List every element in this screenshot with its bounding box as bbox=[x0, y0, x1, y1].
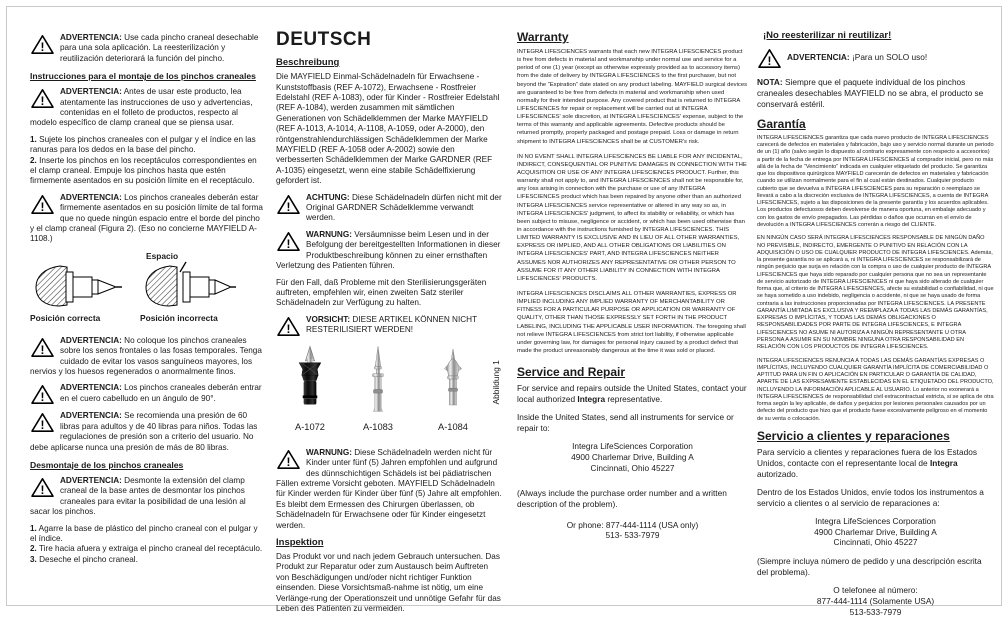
step-item bbox=[30, 156, 263, 187]
step-item bbox=[30, 544, 263, 554]
step-text: Deseche el pincho craneal. bbox=[39, 554, 138, 564]
step-number: 1. bbox=[30, 523, 37, 533]
section-heading-montaje: Instrucciones para el montaje de los pinchos craneales bbox=[30, 71, 256, 82]
step-item bbox=[30, 524, 263, 545]
svg-text:!: ! bbox=[40, 199, 45, 214]
warning-triangle-icon bbox=[276, 194, 301, 215]
warning-triangle-icon bbox=[757, 48, 782, 69]
mounting-steps bbox=[30, 135, 263, 187]
column-en-warranty bbox=[517, 30, 748, 548]
warning-label: ADVERTENCIA: bbox=[60, 33, 122, 42]
warning-text: Versäumnisse beim Lesen und in der Befolgung der bereitgestellten Informationen in dieser Produktbeschreibung können zu einer ernsthaften Verletzung des Patienten führen. bbox=[276, 229, 501, 271]
warning-text: Antes de usar este producto, lea atentamente las instrucciones de uso y advertencias, contenidas en el folleto de productos, respecto al modelo específico de clamp craneal que se piensa usar. bbox=[30, 87, 253, 128]
step-number: 2. bbox=[30, 544, 37, 554]
phone-intro: O telefonee al número: bbox=[833, 585, 918, 596]
section-heading-service-repair: Service and Repair bbox=[517, 365, 626, 380]
pin-image-a1083 bbox=[358, 343, 398, 417]
nota-text: Siempre que el paquete individual de los pinchos craneales desechables MAYFIELD no se abra, el producto se conservará estéril. bbox=[757, 77, 984, 109]
pin-item-a1072 bbox=[278, 343, 342, 434]
garantia-paragraph-3: INTEGRA LIFESCIENCES RENUNCIA A TODAS LAS DEMÁS GARANTÍAS EXPRESAS O IMPLÍCITAS, INCLUYENDO CUALQUIER GARANTÍA IMPLÍCITA DE COMERCIABILIDAD O APTITUD PARA UN FIN O APLICACIÓN EN PARTICULAR O GARANTÍA DE CALIDAD, APARTE DE LAS EXPRESAMENTE ESTABLECIDAS EN EL ETIQUETADO DEL PRODUCTO, INCLUYENDO LA INFORMACIÓN APLICABLE AL USUARIO. Lo anterior no exonerará a INTEGRA LIFESCIENCES de responsabilidad civil extracontractual estricta, si se aplica de otra forma según la ley aplicable, de daños y perjuicios por lesiones personales causados por un defecto del producto que hizo que el producto fuese excesivamente peligroso en el momento de su venta o colocación. bbox=[757, 357, 994, 422]
warning-block bbox=[30, 33, 263, 64]
service-phone bbox=[517, 520, 748, 542]
pin-image-a1084 bbox=[433, 343, 473, 417]
service-text: For service and repairs outside the United States, contact your local authorized bbox=[517, 383, 747, 404]
removal-steps bbox=[30, 524, 263, 566]
figure-abbildung-1 bbox=[276, 343, 502, 443]
warranty-paragraph-2: IN NO EVENT SHALL INTEGRA LIFESCIENCES BE LIABLE FOR ANY INCIDENTAL, INDIRECT, CONSEQUENTIAL OR PUNITIVE DAMAGES IN CONNECTION WITH THE ACQUISITION OR USE OF ANY INTEGRA LIFESCIENCES PRODUCT. Further, this warranty shall not apply to, and INTEGRA LIFESCIENCES shall not be responsible for, any loss arising in connection with the purchase or use of any INTEGRA LIFESCIENCES product which has been repaired by anyone other than an authorized INTEGRA LIFESCIENCES service representative or altered in any way so as, in INTEGRA LIFESCIENCES' judgment, to affect its stability or reliability, or which has been subject to misuse, negligence or accident, or which has been used otherwise than in accordance with the instructions furnished by INTEGRA LIFESCIENCES. THIS LIMITED WARRANTY IS EXCLUSIVE AND IN LIEU OF ALL OTHER WARRANTIES, EXPRESS OR IMPLIED, AND ALL OTHER OBLIGATIONS OR LIABILITIES ON INTEGRA LIFESCIENCES' PART, AND INTEGRA LIFESCIENCES NEITHER ASSUMES NOR AUTHORIZES ANY REPRESENTATIVE OR OTHER PERSON TO ASSUME FOR IT ANY OTHER LIABILITY IN CONNECTION WITH INTEGRA LIFESCIENCES' PRODUCTS. bbox=[517, 153, 747, 282]
servicio-text: autorizado. bbox=[757, 468, 799, 479]
servicio-text: Para servicio a clientes y reparaciones fuera de los Estados Unidos, contacte con el representante local de bbox=[757, 446, 977, 468]
servicio-phone bbox=[757, 585, 994, 618]
section-heading-servicio: Servicio a clientes y reparaciones bbox=[757, 428, 950, 443]
step-number: 2. bbox=[30, 155, 37, 165]
address-line: 4900 Charlemar Drive, Building A bbox=[814, 526, 937, 537]
pin-label: A-1084 bbox=[438, 422, 468, 433]
servicio-note: (Siempre incluya número de pedido y una descripción escrita del problema). bbox=[757, 556, 982, 578]
step-text: Inserte los pinchos en los receptáculos correspondientes en el clamp craneal. Empuje los pinchos hasta que estén firmemente asentados en su posición límite en el receptáculo. bbox=[30, 155, 257, 186]
warning-block bbox=[30, 383, 263, 405]
address-line: Cincinnati, Ohio 45227 bbox=[833, 537, 918, 548]
servicio-inside-us: Dentro de los Estados Unidos, envíe todos los instrumentos a servicio a clientes o al servicio de reparaciones a: bbox=[757, 486, 984, 508]
address-line: Cincinnati, Ohio 45227 bbox=[590, 462, 675, 473]
pin-item-a1083 bbox=[346, 343, 410, 434]
servicio-outside-us bbox=[757, 447, 994, 480]
section-heading-desmontaje: Desmontaje de los pinchos craneales bbox=[30, 460, 184, 471]
warning-triangle-icon bbox=[30, 34, 55, 55]
figure-label-abbildung: Abbildung 1 bbox=[490, 359, 501, 405]
brand-name: Integra bbox=[577, 394, 606, 404]
warning-triangle-icon bbox=[30, 384, 55, 405]
warning-block bbox=[757, 47, 994, 69]
sterilizer-paragraph: Für den Fall, daß Probleme mit den Sterilisierungsgeräten auftreten, empfehlen wir, einen zweiten Satz steriler Schädelnadeln zur Verfügung zu halten. bbox=[276, 277, 487, 308]
section-heading-beschreibung: Beschreibung bbox=[276, 57, 340, 69]
warning-triangle-icon bbox=[30, 337, 55, 358]
warning-triangle-icon bbox=[276, 231, 301, 252]
warning-label: ADVERTENCIA: bbox=[60, 192, 122, 202]
svg-text:!: ! bbox=[40, 418, 45, 433]
warning-text: Diese Schädelnadeln werden nicht für Kinder unter fünf (5) Jahren empfohlen und aufgrund des dünnschichtigen Schädels ist bei pädiatrischen Fällen extreme Vorsicht geboten. MAYFIELD Schädelnadeln für Kinder werden für Kinder über fünf (5) Jahre alt empfohlen. Es bleibt dem Ermessen des Chirurgen überlassen, ob Schädelnadeln für Erwachsene oder für Kinder eingesetzt werden. bbox=[276, 447, 502, 530]
service-outside-us bbox=[517, 383, 748, 405]
figure-caption-correct: Posición correcta bbox=[30, 312, 101, 323]
column-de bbox=[276, 28, 502, 620]
step-text: Agarre la base de plástico del pincho craneal con el pulgar y el índice. bbox=[30, 523, 258, 543]
warning-label: ADVERTENCIA: bbox=[787, 52, 850, 62]
warning-label: WARNUNG: bbox=[306, 229, 352, 239]
step-text: Tire hacia afuera y extraiga el pincho craneal del receptáculo. bbox=[38, 544, 263, 554]
warning-text: Use cada pincho craneal desechable para una sola aplicación. La reesterilización y reutilización deteriorará la función del pincho. bbox=[60, 33, 259, 63]
warning-text: ¡Para un SOLO uso! bbox=[852, 52, 928, 62]
step-number: 1. bbox=[30, 134, 37, 144]
svg-text:!: ! bbox=[286, 199, 291, 214]
warning-triangle-icon bbox=[30, 88, 55, 109]
phone-line: 513- 533-7979 bbox=[605, 530, 660, 541]
section-heading-inspektion: Inspektion bbox=[276, 536, 324, 548]
warning-text: Los pinchos craneales deberán entrar en el cuero cabelludo en un ángulo de 90°. bbox=[60, 383, 262, 403]
address-line: Integra LifeSciences Corporation bbox=[815, 515, 936, 526]
step-text: Sujete los pinchos craneales con el pulgar y el índice en las ranuras para los dedos en la base del pincho. bbox=[30, 134, 256, 155]
pin-label: A-1083 bbox=[363, 422, 393, 433]
warning-block bbox=[276, 230, 502, 272]
step-item bbox=[30, 555, 263, 565]
warranty-paragraph-3: INTEGRA LIFESCIENCES DISCLAIMS ALL OTHER WARRANTIES, EXPRESS OR IMPLIED INCLUDING ANY IMPLIED WARRANTY OF MERCHANTABILITY OR FITNESS FOR A PARTICULAR PURPOSE OR APPLICATION OR WARRANTY OF QUALITY, OTHER THAN THOSE EXPRESSLY SET FORTH IN THE PRODUCT LABELING, INCLUDING THE APPLICABLE USER INFORMATION. The foregoing shall not relieve INTEGRA LIFESCIENCES from strict tort liability, if otherwise applicable under governing law, for damages for personal injury caused by a product defect that made the product unreasonably dangerous at the time it was sold or placed. bbox=[517, 290, 746, 354]
warning-block bbox=[30, 476, 263, 518]
warning-block bbox=[276, 448, 502, 531]
warning-block bbox=[30, 193, 263, 245]
step-number: 3. bbox=[30, 554, 37, 564]
diagram-incorrect-position bbox=[142, 262, 238, 313]
warning-text: Desmonte la extensión del clamp craneal de la base antes de desmontar los pinchos craneales para evitar la posibilidad de una lesión al sacar los pinchos. bbox=[30, 475, 246, 517]
address-line: 4900 Charlemar Drive, Building A bbox=[571, 451, 694, 462]
warning-label: ADVERTENCIA: bbox=[60, 335, 122, 345]
section-heading-garantia: Garantía bbox=[757, 116, 806, 131]
section-heading-warranty: Warranty bbox=[517, 30, 569, 44]
phone-line: 513-533-7979 bbox=[849, 607, 902, 618]
no-resterilize-heading: ¡No reesterilizar ni reutilizar! bbox=[763, 30, 892, 41]
pin-label: A-1072 bbox=[295, 422, 325, 433]
warning-label: WARNUNG: bbox=[306, 447, 352, 457]
warning-block bbox=[30, 87, 263, 129]
warning-triangle-icon bbox=[30, 194, 55, 215]
svg-text:!: ! bbox=[286, 454, 291, 469]
warning-text: DIESE ARTIKEL KÖNNEN NICHT RESTERILISIERT WERDEN! bbox=[306, 314, 477, 335]
language-title: DEUTSCH bbox=[276, 29, 372, 50]
brand-name: Integra bbox=[929, 457, 958, 468]
warning-block bbox=[276, 315, 502, 337]
garantia-paragraph-2: EN NINGÚN CASO SERÁ INTEGRA LIFESCIENCES RESPONSABLE DE NINGÚN DAÑO NO PREVISIBLE, INDIRECTO, EMERGENTE O PUNITIVO EN RELACIÓN CON LA ADQUISICIÓN O USO DE CUALQUIER PRODUCTO DE INTEGRA LIFESCIENCES. Además, la presente garantía no se aplicará a, ni INTEGRA LIFESCIENCES se responsabilizará de ningún perjuicio que surja en relación con la compra o uso de cualquier producto de INTEGRA LIFESCIENCES que haya sido reparado por cualquier persona que no sea un representante de servicio autorizado de INTEGRA LIFESCIENCES ni que haya sido alterado de cualquier forma que, al criterio de INTEGRA LIFESCIENCES, afecte su estabilidad o confiabilidad, ni que se haya sometido a uso indebido, negligencia o accidente, ni que se haya usado de forma contraria a las instrucciones proporcionadas por INTEGRA LIFESCIENCES. LA PRESENTE GARANTÍA LIMITADA ES EXCLUSIVA Y REEMPLAZA A TODAS LAS DEMÁS GARANTÍAS, EXPRESAS O IMPLÍCITAS, Y TODAS LAS DEMÁS OBLIGACIONES O RESPONSABILIDADES POR PARTE DE INTEGRA LIFESCIENCES, E INTEGRA LIFESCIENCES NO ASUME NI AUTORIZA A NINGÚN REPRESENTANTE U OTRA PERSONA A ASUMIR EN SU NOMBRE NINGUNA OTRA RESPONSABILIDAD EN RELACIÓN CON LOS PRODUCTOS DE INTEGRA LIFESCIENCES. bbox=[757, 235, 994, 351]
servicio-address bbox=[757, 516, 994, 549]
service-note: (Always include the purchase order number and a written description of the problem). bbox=[517, 487, 727, 509]
espacio-label: Espacio bbox=[146, 250, 179, 261]
figure-caption-incorrect: Posición incorrecta bbox=[140, 312, 218, 323]
warning-label: ADVERTENCIA: bbox=[60, 383, 122, 393]
svg-text:!: ! bbox=[40, 482, 45, 497]
phone-line: 877-444-1114 (Solamente USA) bbox=[816, 596, 935, 607]
inspection-paragraph: Das Produkt vor und nach jedem Gebrauch untersuchen. Das Produkt zur Reparatur oder zum Austausch beim Auftreten von Beschädigungen und/oder nicht richtiger Funktion einsenden. Diese Vorsichtsmaß-nahme ist nötig, um eine Verlänge-rung der Operationszeit und unnötige Gefahr für das Leben des Patienten zu vermeiden. bbox=[276, 552, 501, 614]
svg-text:!: ! bbox=[40, 39, 45, 54]
warning-text: Los pinchos craneales deberán estar firmemente asentados en su posición límite de tal forma que no quede ningún espacio entre el borde del pincho y el clamp craneal (Figura 2). (Eso no concierne MAYFIELD A-1108.) bbox=[30, 192, 263, 244]
svg-text:!: ! bbox=[286, 236, 291, 251]
warning-text: Diese Schädelnadeln dürfen nicht mit der Original GARDNER Schädelklemme verwandt werden. bbox=[306, 192, 502, 223]
nota-label: NOTA: bbox=[757, 77, 783, 87]
column-es-warranty bbox=[757, 30, 994, 625]
svg-text:!: ! bbox=[40, 390, 45, 405]
warning-triangle-icon bbox=[276, 316, 301, 337]
nota-block bbox=[757, 77, 994, 110]
warning-label: ACHTUNG: bbox=[306, 192, 350, 202]
warning-block bbox=[30, 411, 263, 453]
pin-item-a1084 bbox=[421, 343, 485, 434]
warning-text: Se recomienda una presión de 60 libras para adultos y de 40 libras para niños. Todas las regulaciones de presión son a criterio del usuario. No debe aplicarse nunca una presión de más de 80 libras. bbox=[30, 411, 258, 452]
diagram-correct-position bbox=[32, 262, 128, 313]
service-text: representative. bbox=[605, 394, 663, 404]
svg-text:!: ! bbox=[40, 94, 45, 109]
step-item bbox=[30, 135, 263, 156]
warning-triangle-icon bbox=[30, 477, 55, 498]
warning-triangle-icon bbox=[30, 412, 55, 433]
column-es-instructions bbox=[30, 28, 263, 571]
warning-label: ADVERTENCIA: bbox=[60, 475, 122, 485]
warning-text: No coloque los pinchos craneales sobre los senos frontales o las fosas temporales. Tenga cuidado de evitar los vasos sanguíneos mayores, los nervios y los huesos regenerados o anormalmente finos. bbox=[30, 335, 262, 377]
phone-line: Or phone: 877-444-1114 (USA only) bbox=[566, 519, 699, 530]
warning-label: ADVERTENCIA: bbox=[60, 411, 122, 421]
garantia-paragraph-1: INTEGRA LIFESCIENCES garantiza que cada nuevo producto de INTEGRA LIFESCIENCES carecerá de defectos en materiales y fabricación, bajo uso y servicio normal durante un periodo de un (1) año (salvo según lo dispuesto al contrario expresamente con respecto a accesorios) a partir de la fecha de entrega por INTEGRA LIFESCIENCES al comprador inicial, pero no más allá de la fecha de “Vencimiento” indicada en cualquier etiquetado del producto. Se garantiza que los dispositivos quirúrgicos MAYFIELD carecerán de defectos en materiales y fabricación cuando se utilizan normalmente para el fin al cual están destinados. Cualquier producto cubierto que se devuelva a INTEGRA LIFESCIENCES para su reparación o reemplazo se llevará a cabo a la discreción exclusiva de INTEGRA LIFESCIENCES, a cuenta de INTEGRA LIFESCIENCES, sujeto a las disposiciones de la presente garantía y los acuerdos aplicables. Los productos defectuosos deben devolverse de manera oportuna, en embalaje adecuado y con los gastos de envío prepagados. Las pérdidas o daños que ocurran en el envío de devolución a INTEGRA LIFESCIENCES correrán a riesgo del CLIENTE. bbox=[757, 134, 994, 228]
service-address bbox=[517, 441, 748, 474]
description-paragraph: Die MAYFIELD Einmal-Schädelnadeln für Erwachsene - Kunststoffbasis (REF A-1072), Erwachsene - Rostfreier Edelstahl (REF A-1083), oder für Kinder - Rostfreier Edelstahl (REF A-1084), werden zusammen mit sämtlichen Generationen von Schädelklemmen der Marke MAYFIELD (REF A-1013, A-1014, A-1108, A-1059, oder A-2000), den röntgenstrahlendurchlässigen Schädelklemmen der Marke MAYFIELD (REF A-1058 oder A-2002) sowie den verbesserten Schädelklemmen der Marke GARDNER (REF A-1035) eingesetzt, wenn eine stabile Schädelfixierung gefordert ist. bbox=[276, 72, 500, 186]
svg-text:!: ! bbox=[286, 321, 291, 336]
address-line: Integra LifeSciences Corporation bbox=[572, 440, 693, 451]
warning-block bbox=[276, 193, 502, 224]
warning-label: VORSICHT: bbox=[306, 314, 351, 324]
svg-text:!: ! bbox=[767, 53, 772, 68]
warning-label: ADVERTENCIA: bbox=[60, 87, 122, 97]
warning-block bbox=[30, 336, 263, 378]
svg-text:!: ! bbox=[40, 342, 45, 357]
warning-triangle-icon bbox=[276, 449, 301, 470]
service-inside-us: Inside the United States, send all instruments for service or repair to: bbox=[517, 411, 734, 433]
pin-image-a1072 bbox=[290, 343, 330, 417]
figure-2-pin-seating bbox=[30, 251, 263, 331]
warranty-paragraph-1: INTEGRA LIFESCIENCES warrants that each new INTEGRA LIFESCIENCES product is free from defects in material and workmanship under normal use and service for a period of one (1) year (except as otherwise expressly provided as to accessory items) from the date of delivery by INTEGRA LIFESCIENCES to the first purchaser, but not beyond the “Expiration” date stated on any product labeling. MAYFIELD surgical devices are guaranteed to be free from defects in material and workmanship when used normally for their intended purpose. Any covered product that is returned to INTEGRA LIFESCIENCES for repair or replacement will be carried out at INTEGRA LIFESCIENCES' sole discretion, at INTEGRA LIFESCIENCES' expense, subject to the terms of this warranty and applicable agreements. Defective products should be returned promptly, properly packaged and postage prepaid. Loss or damage in return shipment to INTEGRA LIFESCIENCES shall be at CUSTOMER's risk. bbox=[517, 49, 748, 145]
